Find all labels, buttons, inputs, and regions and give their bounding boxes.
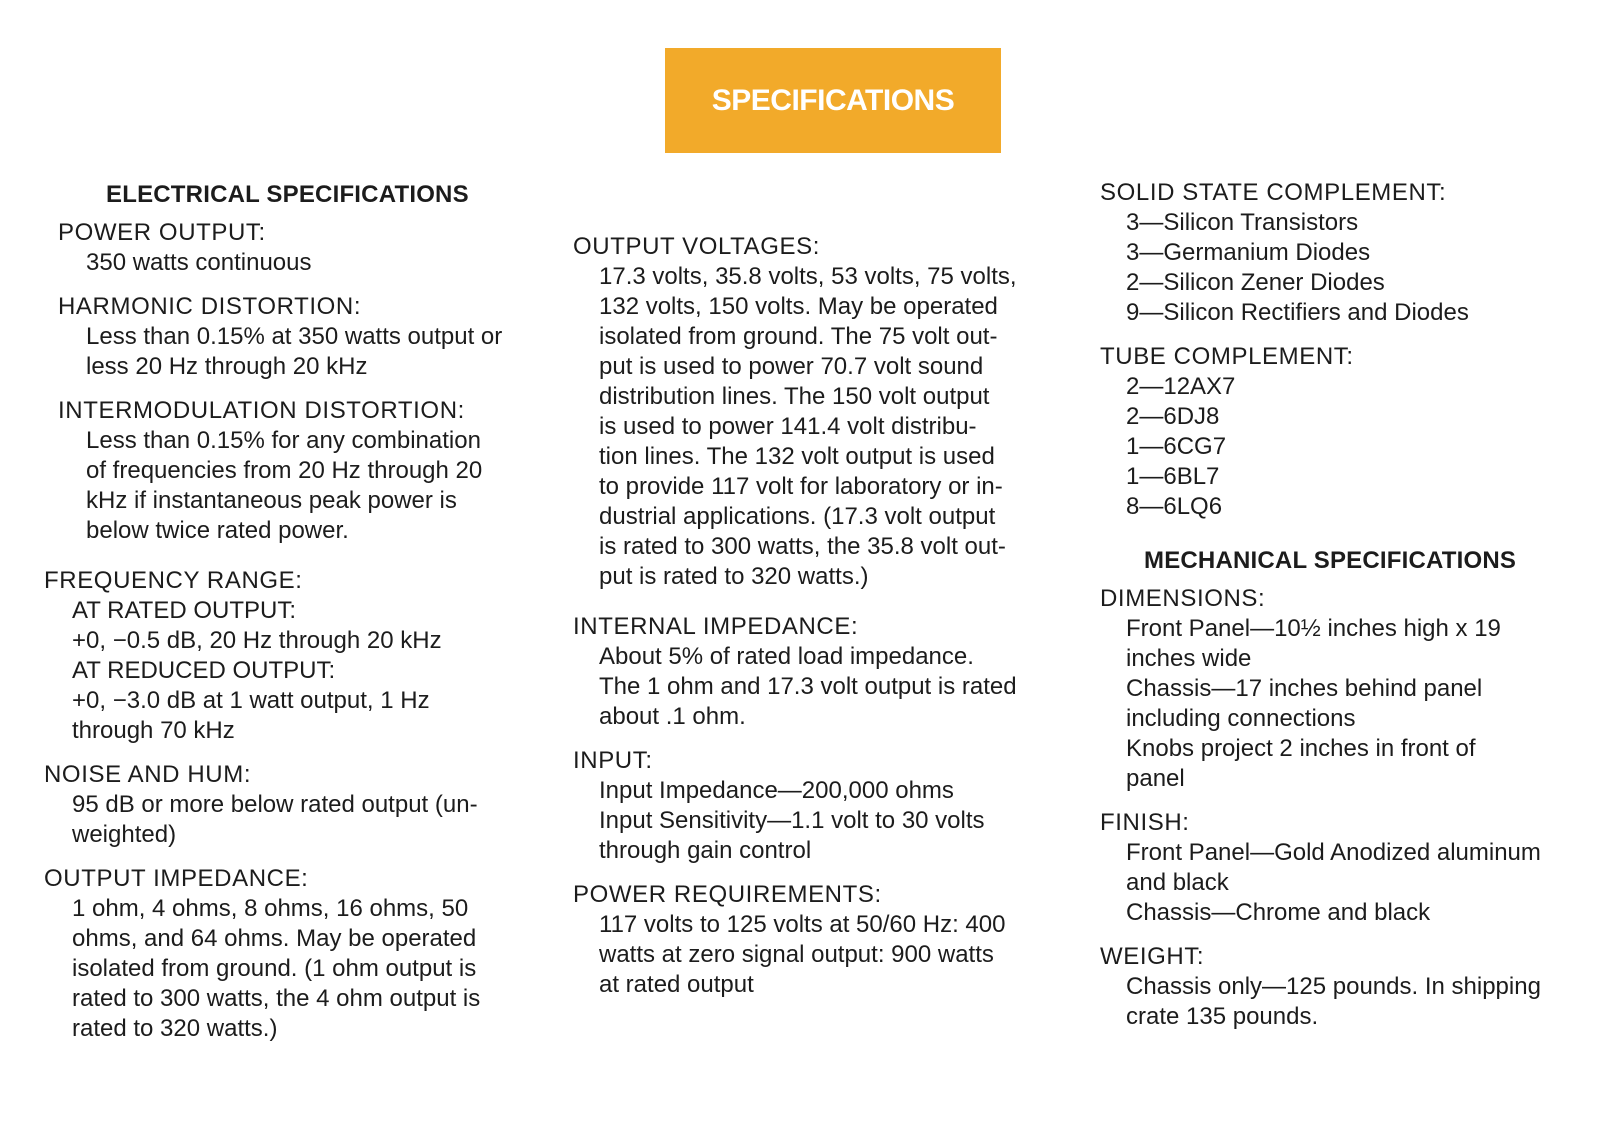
spec-line: isolated from ground. (1 ohm output is	[72, 955, 477, 982]
spec-label: NOISE AND HUM:	[44, 761, 252, 788]
spec-line: 117 volts to 125 volts at 50/60 Hz: 400	[599, 911, 1006, 938]
middle-column	[573, 232, 1061, 1014]
finish-spec	[1100, 808, 1590, 928]
spec-label: SOLID STATE COMPLEMENT:	[1100, 179, 1447, 206]
list-item: 2—Silicon Zener Diodes	[1126, 269, 1385, 296]
spec-label: OUTPUT IMPEDANCE:	[44, 865, 309, 892]
spec-line: put is used to power 70.7 volt sound	[599, 353, 984, 380]
spec-value	[573, 910, 1061, 1000]
spec-line: About 5% of rated load impedance.	[599, 643, 974, 670]
rated-output-value: +0, −0.5 dB, 20 Hz through 20 kHz	[72, 627, 442, 654]
list-item: 8—6LQ6	[1126, 493, 1223, 520]
spec-line: is used to power 141.4 volt distribu-	[599, 413, 977, 440]
spec-line: below twice rated power.	[86, 517, 349, 544]
spec-line: 1 ohm, 4 ohms, 8 ohms, 16 ohms, 50	[72, 895, 469, 922]
spec-line: watts at zero signal output: 900 watts	[599, 941, 994, 968]
spec-line: isolated from ground. The 75 volt out-	[599, 323, 998, 350]
spec-line: panel	[1126, 765, 1185, 792]
spec-line: ohms, and 64 ohms. May be operated	[72, 925, 477, 952]
list-item: 3—Germanium Diodes	[1126, 239, 1371, 266]
spec-line: rated to 300 watts, the 4 ohm output is	[72, 985, 481, 1012]
list-item: 2—12AX7	[1126, 373, 1236, 400]
spec-label: WEIGHT:	[1100, 943, 1205, 970]
spec-line: about .1 ohm.	[599, 703, 746, 730]
spec-line: Chassis only—125 pounds. In shipping	[1126, 973, 1541, 1000]
weight-spec	[1100, 942, 1590, 1032]
banner-title: SPECIFICATIONS	[711, 83, 955, 117]
spec-line: Less than 0.15% at 350 watts output or	[86, 323, 503, 350]
list-item: 1—6BL7	[1126, 463, 1220, 490]
spec-value	[1100, 972, 1590, 1032]
spec-line: The 1 ohm and 17.3 volt output is rated	[599, 673, 1017, 700]
spec-line: to provide 117 volt for laboratory or in-	[599, 473, 1003, 500]
spec-line: 132 volts, 150 volts. May be operated	[599, 293, 998, 320]
spec-line: kHz if instantaneous peak power is	[86, 487, 457, 514]
tube-complement-spec	[1100, 342, 1590, 522]
spec-value	[44, 790, 544, 850]
harmonic-distortion-spec	[44, 292, 544, 382]
spec-value	[1100, 208, 1590, 328]
frequency-range-spec	[44, 566, 544, 746]
internal-impedance-spec	[573, 612, 1061, 732]
spec-value	[1100, 372, 1590, 522]
reduced-output-value	[44, 686, 544, 746]
spec-line: tion lines. The 132 volt output is used	[599, 443, 995, 470]
input-spec	[573, 746, 1061, 866]
spec-label: POWER OUTPUT:	[58, 219, 266, 246]
spec-line: Chassis—Chrome and black	[1126, 899, 1431, 926]
spec-line: +0, −3.0 dB at 1 watt output, 1 Hz	[72, 687, 430, 714]
spec-line: including connections	[1126, 705, 1356, 732]
spec-line: inches wide	[1126, 645, 1252, 672]
power-requirements-spec	[573, 880, 1061, 1000]
spec-value	[44, 894, 544, 1044]
dimensions-spec	[1100, 584, 1590, 794]
right-column	[1100, 178, 1590, 1046]
spec-value	[573, 642, 1061, 732]
spec-line: 95 dB or more below rated output (un-	[72, 791, 478, 818]
spec-label: TUBE COMPLEMENT:	[1100, 343, 1354, 370]
spec-value: 350 watts continuous	[86, 249, 312, 276]
spec-line: is rated to 300 watts, the 35.8 volt out-	[599, 533, 1006, 560]
output-impedance-spec	[44, 864, 544, 1044]
spec-line: distribution lines. The 150 volt output	[599, 383, 990, 410]
solid-state-complement-spec	[1100, 178, 1590, 328]
noise-and-hum-spec	[44, 760, 544, 850]
output-voltages-spec	[573, 232, 1061, 592]
spec-line: Front Panel—Gold Anodized aluminum	[1126, 839, 1541, 866]
spec-label: OUTPUT VOLTAGES:	[573, 233, 820, 260]
reduced-output-label: AT REDUCED OUTPUT:	[72, 657, 336, 684]
spec-line: Front Panel—10½ inches high x 19	[1126, 615, 1501, 642]
spec-line: 17.3 volts, 35.8 volts, 53 volts, 75 volts,	[599, 263, 1017, 290]
spec-line: Knobs project 2 inches in front of	[1126, 735, 1476, 762]
specifications-banner	[665, 48, 1001, 153]
spec-label: INTERMODULATION DISTORTION:	[58, 397, 465, 424]
rated-output-label: AT RATED OUTPUT:	[72, 597, 297, 624]
spec-label: INPUT:	[573, 747, 653, 774]
spec-value	[1100, 838, 1590, 928]
mechanical-title: MECHANICAL SPECIFICATIONS	[1144, 547, 1517, 574]
list-item: 2—6DJ8	[1126, 403, 1220, 430]
spec-label: POWER REQUIREMENTS:	[573, 881, 882, 908]
spec-line: weighted)	[72, 821, 177, 848]
list-item: 9—Silicon Rectifiers and Diodes	[1126, 299, 1469, 326]
spec-line: of frequencies from 20 Hz through 20	[86, 457, 483, 484]
spec-value	[1100, 614, 1590, 794]
intermodulation-distortion-spec	[44, 396, 544, 546]
spec-value	[58, 426, 544, 546]
spec-label: FINISH:	[1100, 809, 1190, 836]
spec-line: put is rated to 320 watts.)	[599, 563, 869, 590]
spec-line: and black	[1126, 869, 1229, 896]
spec-line: Input Impedance—200,000 ohms	[599, 777, 954, 804]
spec-line: Less than 0.15% for any combination	[86, 427, 481, 454]
spec-line: rated to 320 watts.)	[72, 1015, 278, 1042]
list-item: 1—6CG7	[1126, 433, 1227, 460]
spec-line: crate 135 pounds.	[1126, 1003, 1319, 1030]
spec-line: Input Sensitivity—1.1 volt to 30 volts	[599, 807, 985, 834]
spec-value	[58, 322, 544, 382]
electrical-title: ELECTRICAL SPECIFICATIONS	[106, 181, 469, 208]
spec-line: Chassis—17 inches behind panel	[1126, 675, 1483, 702]
spec-label: DIMENSIONS:	[1100, 585, 1266, 612]
spec-line: through 70 kHz	[72, 717, 235, 744]
spec-line: at rated output	[599, 971, 754, 998]
spec-label: FREQUENCY RANGE:	[44, 567, 303, 594]
spec-line: dustrial applications. (17.3 volt output	[599, 503, 996, 530]
electrical-column	[44, 180, 544, 1058]
power-output-spec	[44, 218, 544, 278]
spec-value	[573, 262, 1061, 592]
spec-line: through gain control	[599, 837, 812, 864]
list-item: 3—Silicon Transistors	[1126, 209, 1359, 236]
spec-label: INTERNAL IMPEDANCE:	[573, 613, 859, 640]
spec-label: HARMONIC DISTORTION:	[58, 293, 362, 320]
spec-line: less 20 Hz through 20 kHz	[86, 353, 368, 380]
spec-value	[573, 776, 1061, 866]
